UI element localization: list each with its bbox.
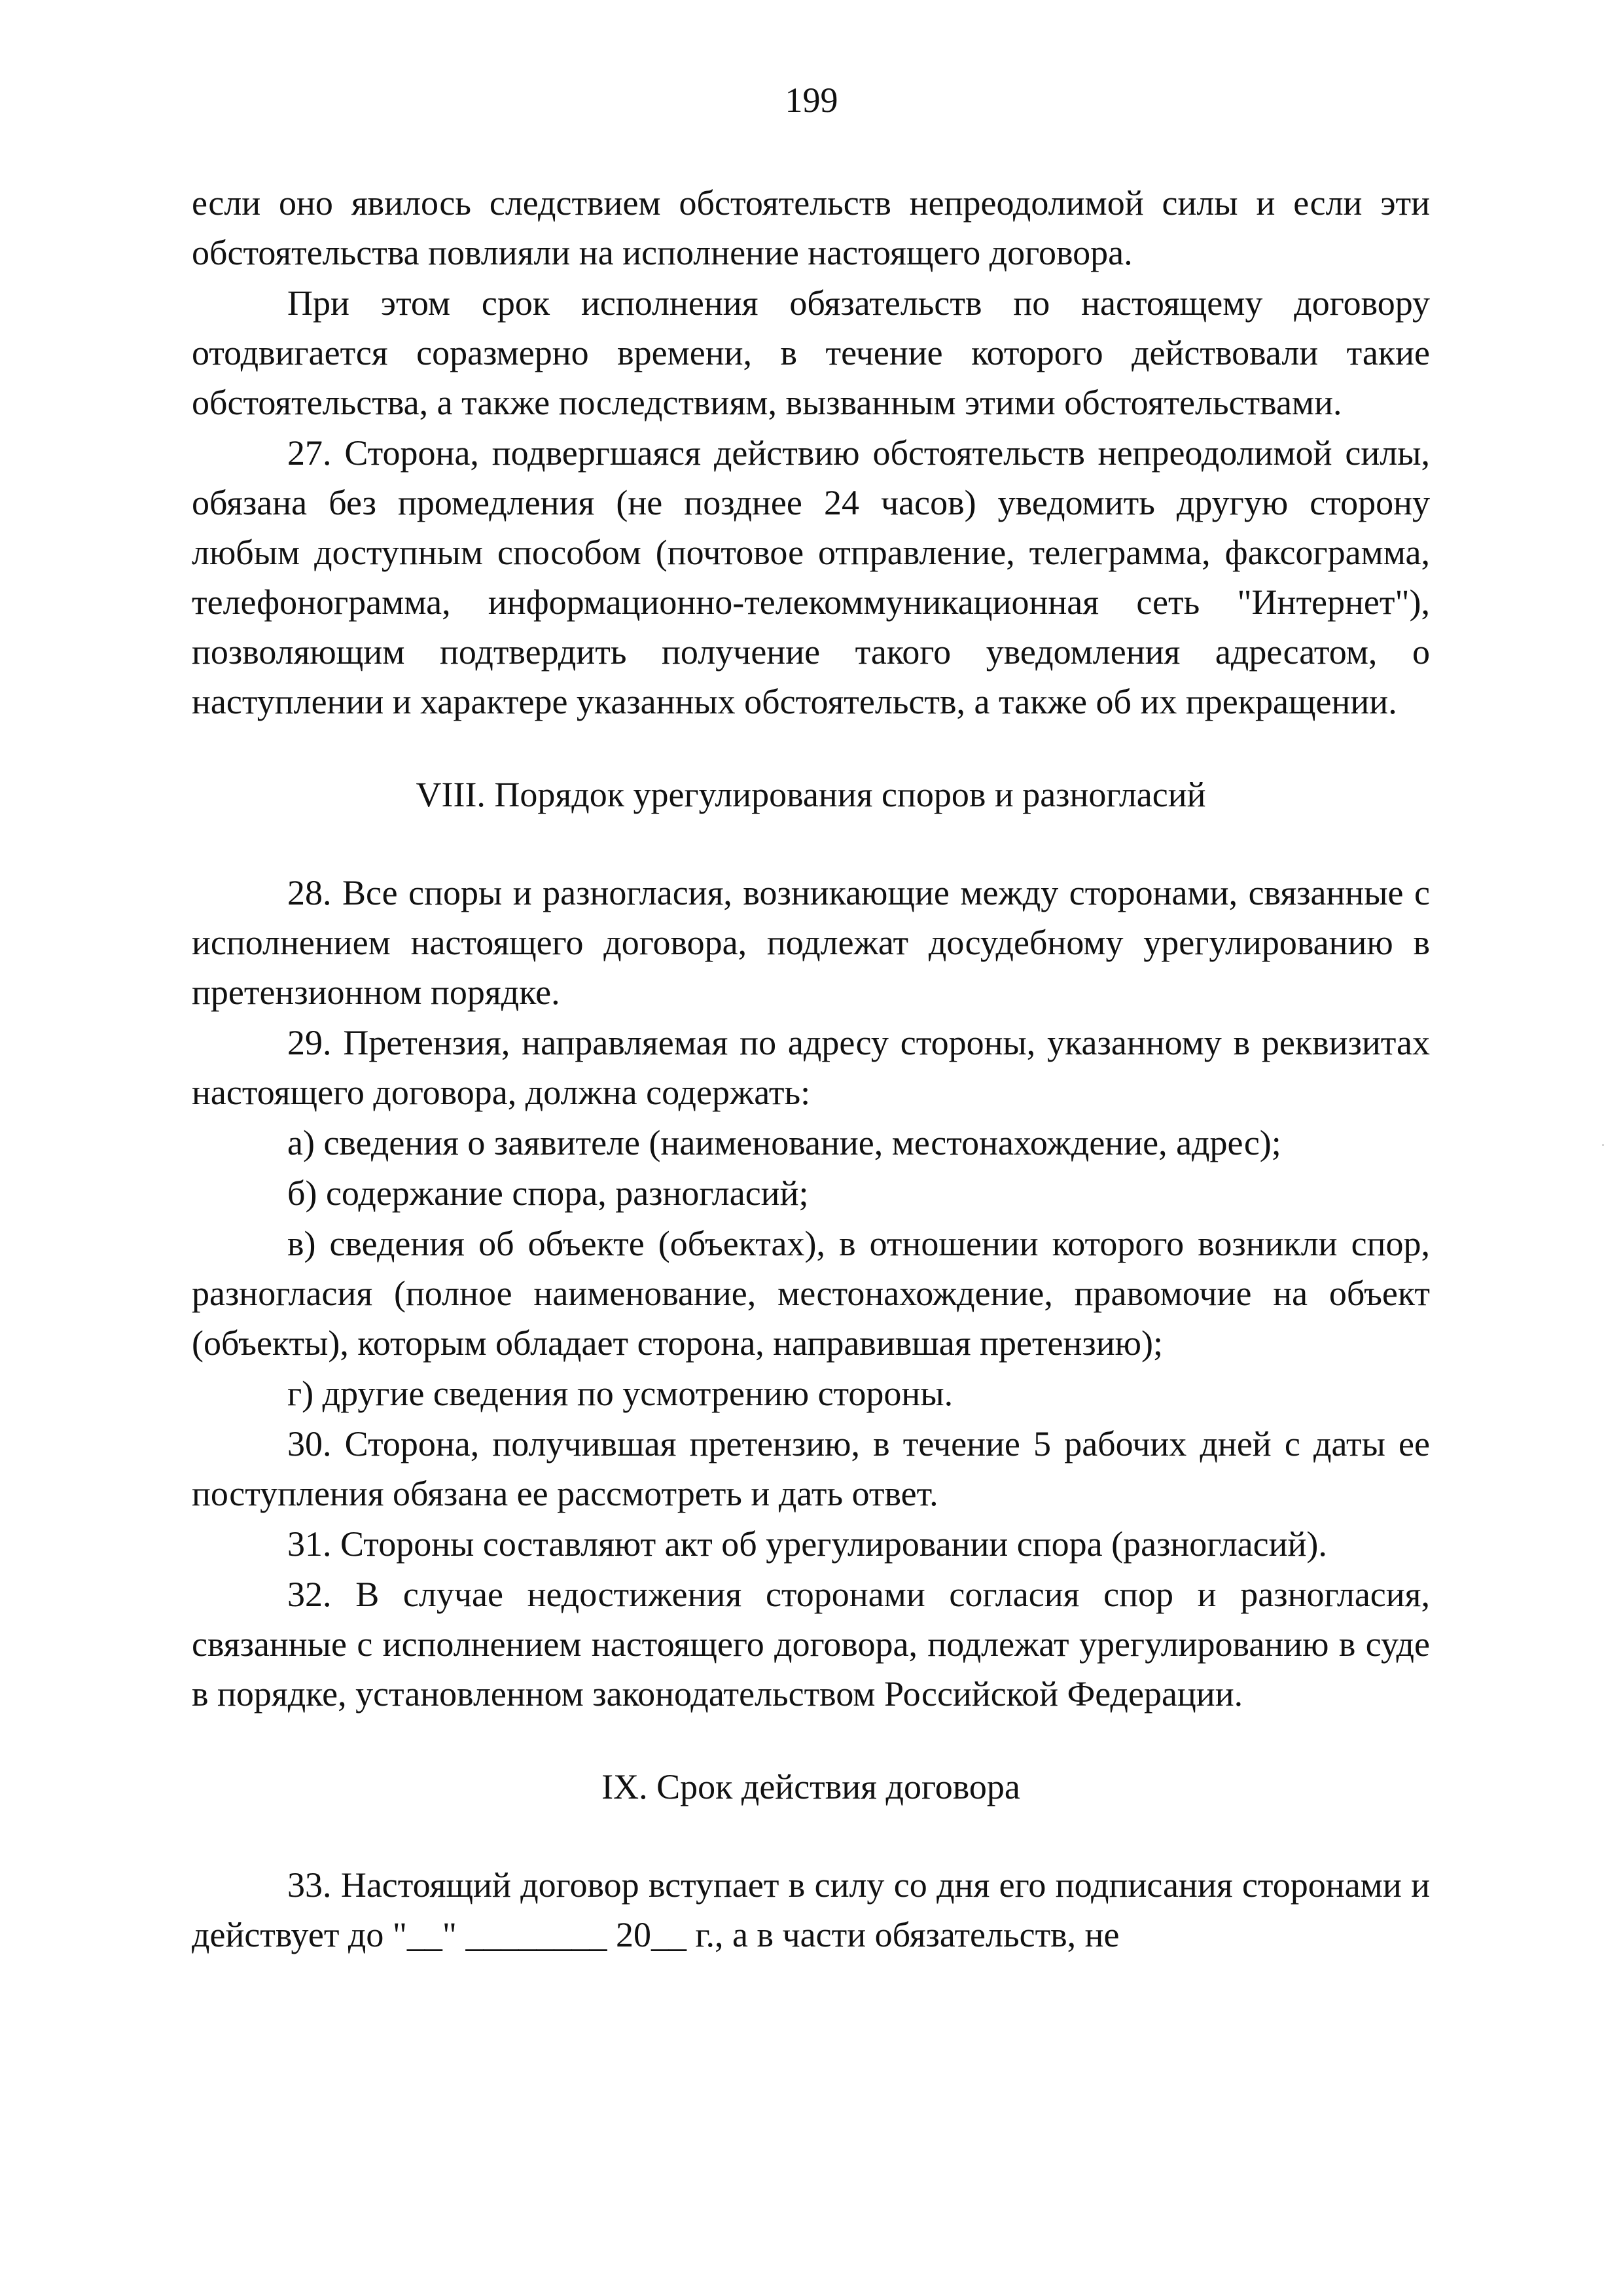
paragraph-32: 32. В случае недостижения сторонами согласия спор и разногласия, связанные с исполнением настоящего договора, подлежат урегулированию в суде в порядке, установленном законодательством Российской Федерации.: [192, 1575, 1430, 1713]
section-heading-viii: VIII. Порядок урегулирования споров и разногласий: [416, 775, 1206, 814]
paragraph-continuation: если оно явилось следствием обстоятельств непреодолимой силы и если эти обстоятельства повлияли на исполнение настоящего договора.: [192, 183, 1430, 272]
paragraph-33: 33. Настоящий договор вступает в силу со дня его подписания сторонами и действует до "__" ________ 20__ г., а в части обязательств, не: [192, 1865, 1430, 1954]
page-number: 199: [785, 81, 838, 120]
scan-speck: [1602, 1144, 1604, 1146]
paragraph-31: 31. Стороны составляют акт об урегулировании спора (разногласий).: [287, 1524, 1327, 1564]
paragraph-30: 30. Сторона, получившая претензию, в течение 5 рабочих дней с даты ее поступления обязана ее рассмотреть и дать ответ.: [192, 1424, 1430, 1513]
list-item-v: в) сведения об объекте (объектах), в отношении которого возникли спор, разногласия (полное наименование, местонахождение, правомочие на объект (объекты), которым обладает сторона, направившая претензию);: [192, 1224, 1430, 1363]
section-heading-ix: IX. Срок действия договора: [601, 1767, 1020, 1806]
document-body: [192, 178, 1430, 1960]
list-item-a: а) сведения о заявителе (наименование, местонахождение, адрес);: [287, 1123, 1281, 1162]
paragraph-29: 29. Претензия, направляемая по адресу стороны, указанному в реквизитах настоящего договора, должна содержать:: [192, 1023, 1430, 1112]
paragraph-28: 28. Все споры и разногласия, возникающие между сторонами, связанные с исполнением настоящего договора, подлежат досудебному урегулированию в претензионном порядке.: [192, 873, 1430, 1012]
list-item-b: б) содержание спора, разногласий;: [287, 1174, 809, 1213]
paragraph-27: 27. Сторона, подвергшаяся действию обстоятельств непреодолимой силы, обязана без промедления (не позднее 24 часов) уведомить другую сторону любым доступным способом (почтовое отправление, телеграмма, факсограмма, телефонограмма, информационно-телекоммуникационная сеть "Интернет"), позволяющим подтвердить получение такого уведомления адресатом, о наступлении и характере указанных обстоятельств, а также об их прекращении.: [192, 433, 1430, 721]
paragraph-deadline-shift: При этом срок исполнения обязательств по настоящему договору отодвигается соразмерно времени, в течение которого действовали такие обстоятельства, а также последствиям, вызванным этими обстоятельствами.: [192, 283, 1430, 422]
list-item-g: г) другие сведения по усмотрению стороны.: [287, 1374, 954, 1413]
